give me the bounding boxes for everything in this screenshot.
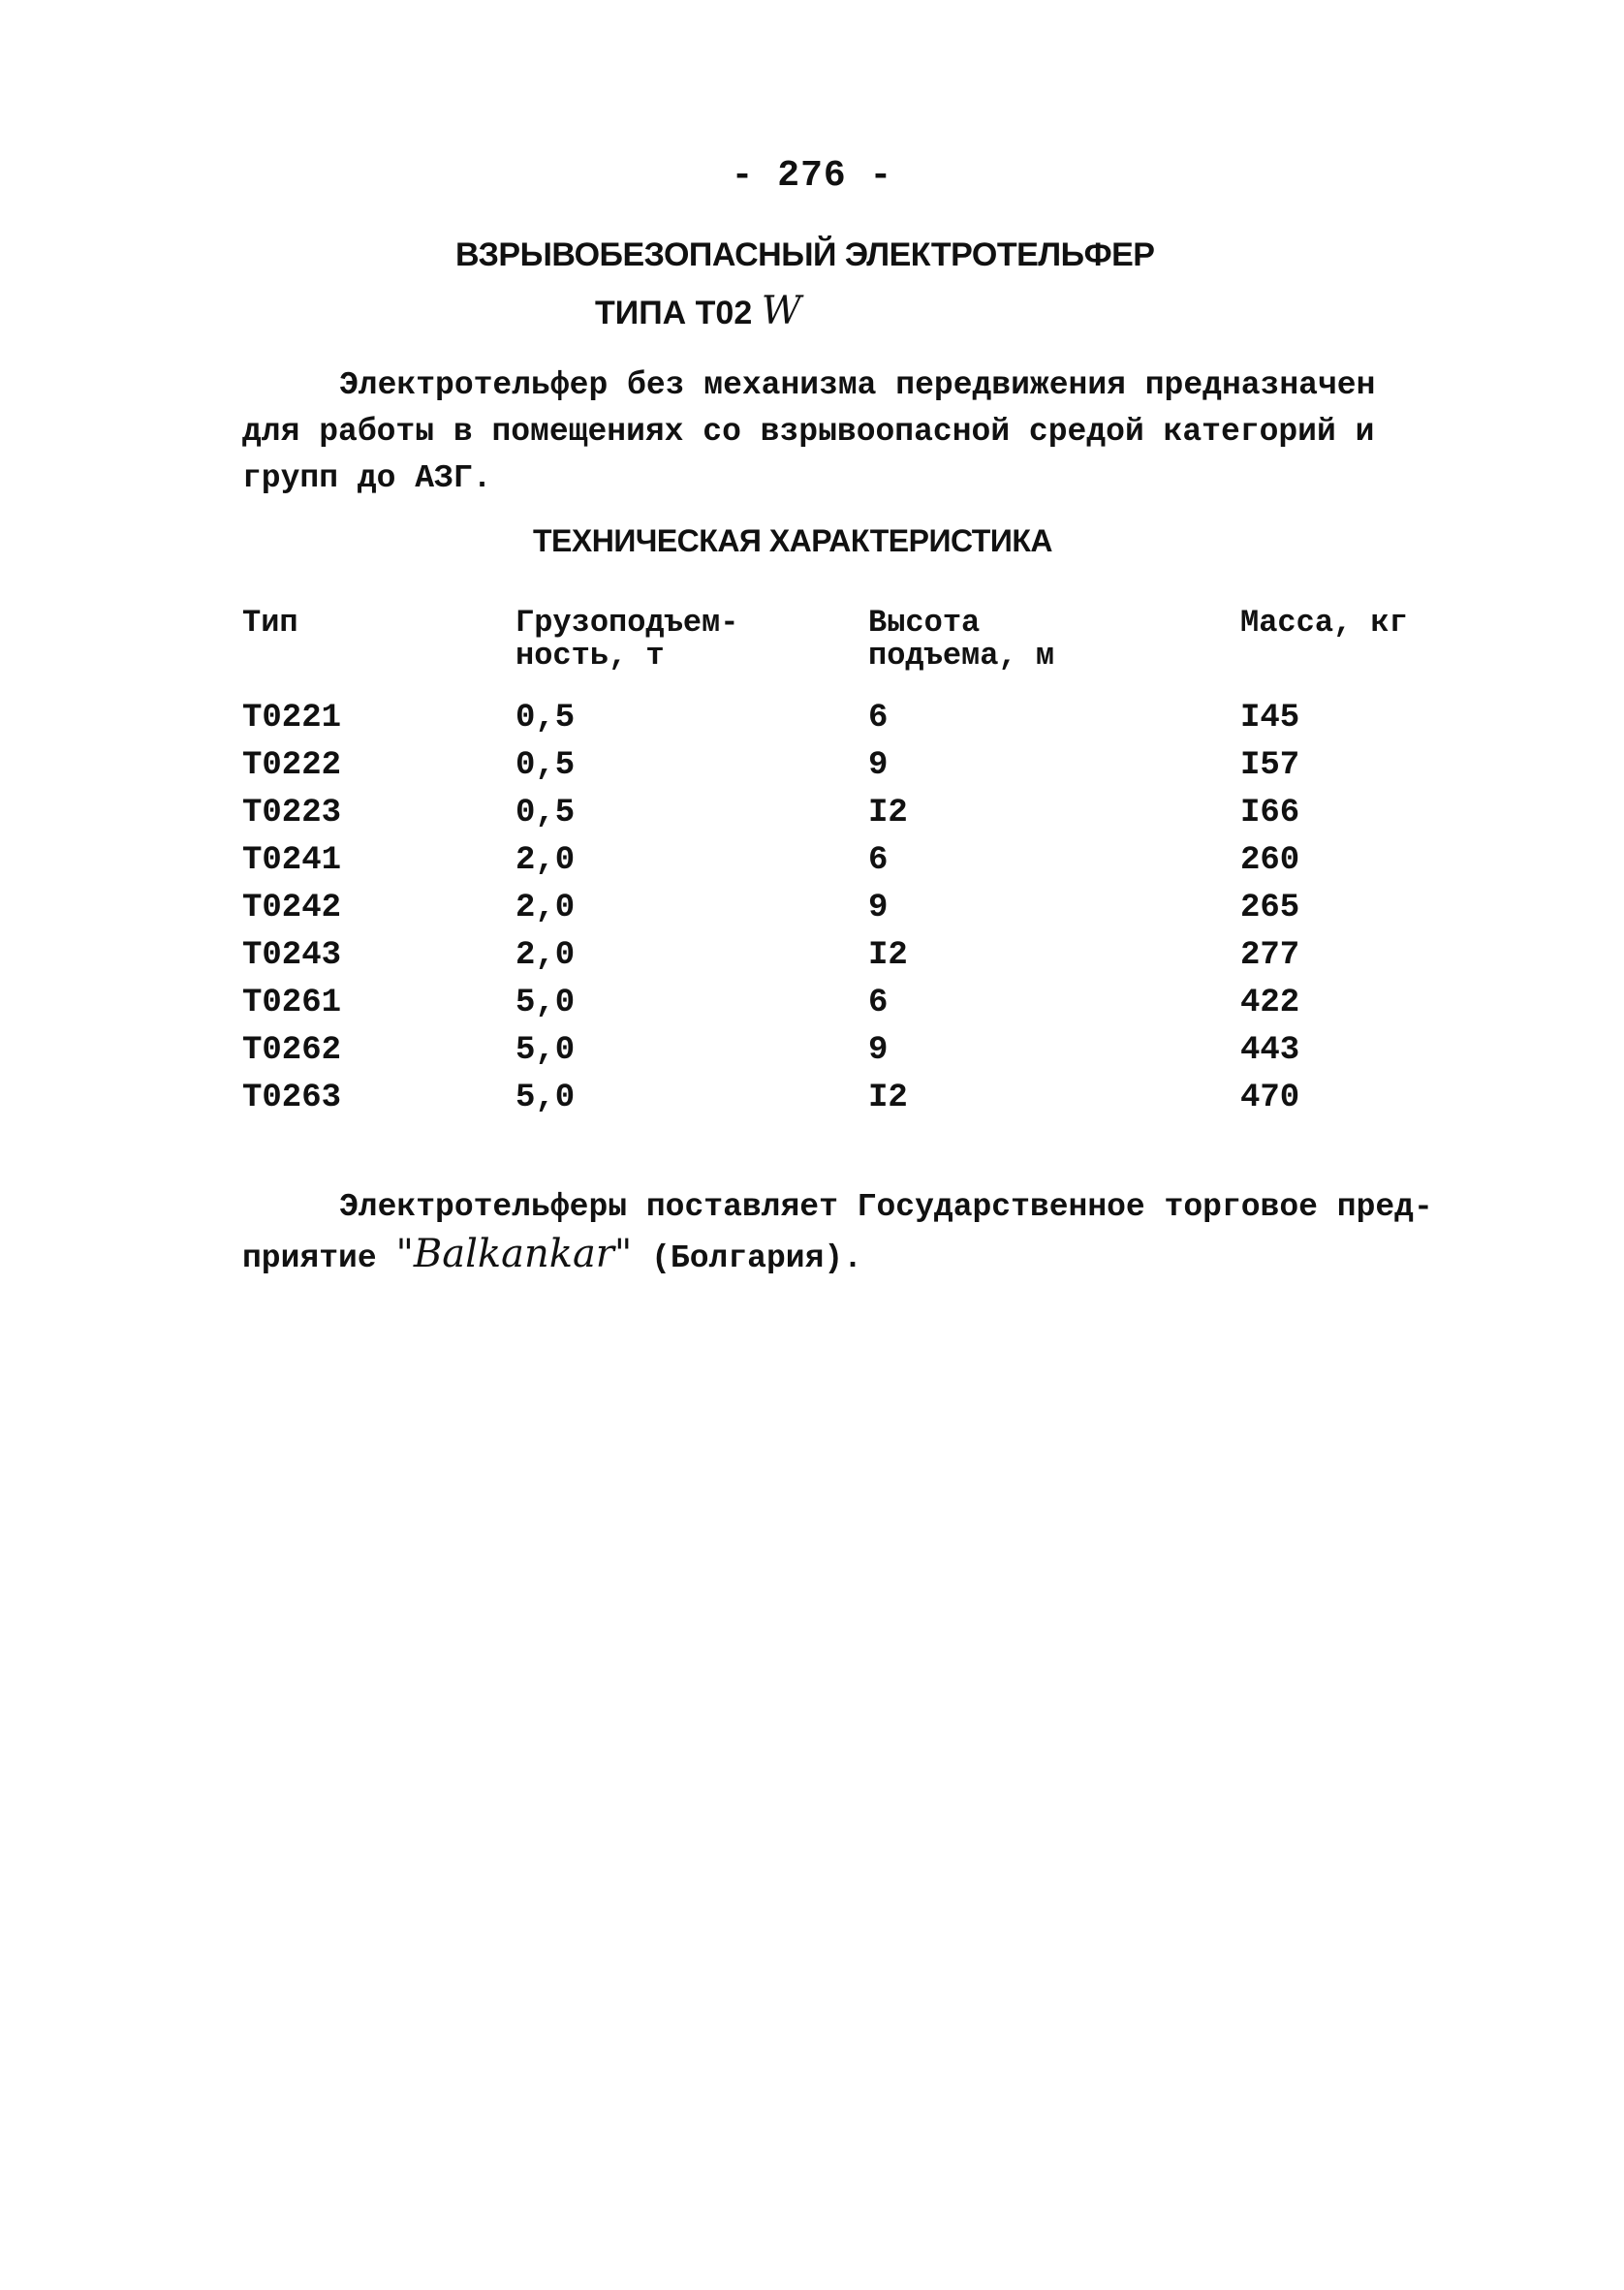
cell-type: Т0242 — [242, 890, 342, 926]
cell-mass: I45 — [1240, 700, 1300, 737]
cell-mass: 277 — [1240, 937, 1300, 974]
cell-mass: 260 — [1240, 842, 1300, 879]
handwritten-company: "Balkankar" — [395, 1232, 633, 1276]
cell-type: Т0261 — [242, 985, 342, 1021]
cell-mass: 443 — [1240, 1032, 1300, 1069]
table-row — [242, 985, 1453, 1032]
table-row — [242, 1032, 1453, 1080]
header-type: Тип — [242, 605, 298, 641]
cell-capacity: 0,5 — [515, 700, 576, 737]
intro-paragraph — [242, 362, 1502, 502]
intro-line: Электротельфер без механизма передвижения предназначен — [339, 367, 1376, 403]
cell-height: 6 — [868, 700, 889, 737]
cell-height: I2 — [868, 1080, 908, 1116]
cell-capacity: 0,5 — [515, 795, 576, 831]
cell-capacity: 0,5 — [515, 747, 576, 784]
cell-height: 6 — [868, 985, 889, 1021]
cell-mass: I66 — [1240, 795, 1300, 831]
cell-capacity: 5,0 — [515, 1080, 576, 1116]
cell-mass: I57 — [1240, 747, 1300, 784]
intro-line: для работы в помещениях со взрывоопасной средой категорий и — [242, 414, 1375, 450]
table-row — [242, 795, 1453, 842]
footer-line: приятие "Balkankar" (Болгария). — [242, 1232, 862, 1276]
cell-type: Т0263 — [242, 1080, 342, 1116]
subtitle-type: ТИПА Т02 — [595, 295, 753, 331]
document-subtitle — [595, 289, 801, 333]
document-title: ВЗРЫВОБЕЗОПАСНЫЙ ЭЛЕКТРОТЕЛЬФЕР — [455, 236, 1155, 273]
cell-capacity: 2,0 — [515, 890, 576, 926]
header-mass: Масса, кг — [1240, 605, 1408, 641]
footer-line: Электротельферы поставляет Государственное торговое пред- — [339, 1189, 1433, 1225]
cell-type: Т0241 — [242, 842, 342, 879]
specs-table — [242, 607, 1453, 1127]
table-row — [242, 842, 1453, 890]
cell-height: I2 — [868, 937, 908, 974]
cell-height: 9 — [868, 890, 889, 926]
cell-type: Т0262 — [242, 1032, 342, 1069]
table-row — [242, 890, 1453, 937]
cell-type: Т0221 — [242, 700, 342, 737]
header-capacity: Грузоподъем- ность, т — [515, 605, 739, 674]
cell-capacity: 5,0 — [515, 1032, 576, 1069]
table-row — [242, 700, 1453, 747]
header-height: Высота подъема, м — [868, 605, 1055, 674]
intro-line: групп до АЗГ. — [242, 460, 492, 496]
cell-height: 9 — [868, 747, 889, 784]
cell-mass: 422 — [1240, 985, 1300, 1021]
cell-capacity: 2,0 — [515, 937, 576, 974]
cell-type: Т0223 — [242, 795, 342, 831]
cell-type: Т0222 — [242, 747, 342, 784]
page-number: - 276 - — [731, 155, 893, 197]
cell-capacity: 2,0 — [515, 842, 576, 879]
section-title: ТЕХНИЧЕСКАЯ ХАРАКТЕРИСТИКА — [533, 523, 1052, 558]
cell-height: I2 — [868, 795, 908, 831]
cell-height: 6 — [868, 842, 889, 879]
cell-height: 9 — [868, 1032, 889, 1069]
cell-type: Т0243 — [242, 937, 342, 974]
footer-paragraph — [242, 1184, 1502, 1282]
cell-mass: 265 — [1240, 890, 1300, 926]
handwritten-suffix: W — [761, 289, 801, 333]
table-row — [242, 937, 1453, 985]
cell-mass: 470 — [1240, 1080, 1300, 1116]
table-row — [242, 1080, 1453, 1127]
table-row — [242, 747, 1453, 795]
table-header-row — [242, 607, 1453, 700]
cell-capacity: 5,0 — [515, 985, 576, 1021]
